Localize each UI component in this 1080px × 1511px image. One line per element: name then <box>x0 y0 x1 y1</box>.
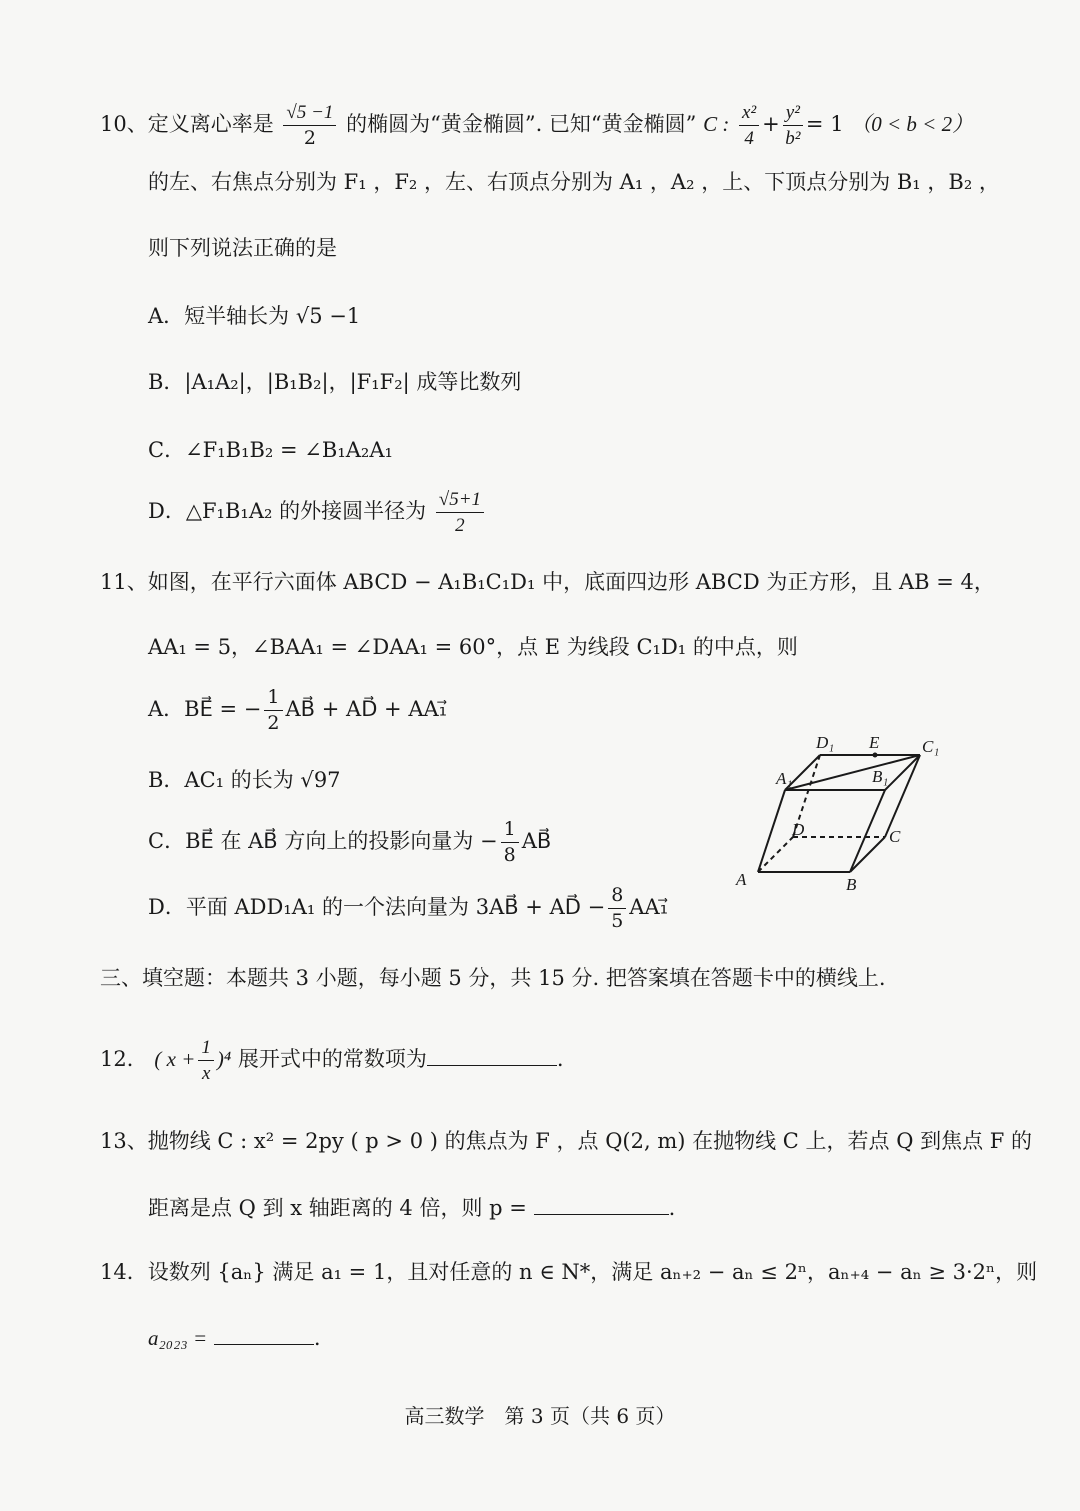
q12-number: 12． <box>100 1047 148 1071</box>
q11-option-d-post: AA₁⃗ <box>629 895 669 919</box>
point-e-dot <box>873 753 878 758</box>
q10-line3: 则下列说法正确的是 <box>148 236 337 260</box>
q10-line1 <box>100 103 973 148</box>
label-d: D <box>792 820 805 839</box>
page-footer: 高三数学 第 3 页（共 6 页） <box>404 1404 676 1428</box>
q11-option-c-pre: C．BE⃗ 在 AB⃗ 方向上的投影向量为 − <box>148 829 498 853</box>
q10-eccentricity-fraction: $\frac{√5 -1}{2}$ <box>283 103 336 148</box>
q11-option-a-fraction: $\frac{1}{2}$ <box>264 688 282 733</box>
q11-line2: AA₁ = 5，∠BAA₁ = ∠DAA₁ = 60°，点 E 为线段 C₁D₁ 的中点，则 <box>148 635 798 659</box>
q12-line <box>100 1038 564 1083</box>
label-a1: A₁ <box>776 769 793 788</box>
q14-answer-blank[interactable] <box>214 1344 314 1345</box>
label-d1: D₁ <box>816 733 835 752</box>
q14-line2-text: a₂₀₂₃ = <box>148 1326 208 1350</box>
q13-end: . <box>668 1196 676 1220</box>
q12-end: . <box>556 1047 564 1071</box>
q13-line1: 13、抛物线 C : x² = 2py ( p > 0 ) 的焦点为 F ，点 Q(2, m) 在抛物线 C 上，若点 Q 到焦点 F 的 <box>100 1129 1033 1153</box>
q14-line2 <box>148 1328 321 1349</box>
q10-option-d-fraction: $\frac{√5+1}{2}$ <box>436 490 484 535</box>
q10-number: 10、 <box>100 112 148 136</box>
q10-condition: （0 < b < 2） <box>850 112 974 136</box>
q12-expr-pre: ( x + <box>154 1047 196 1071</box>
q10-option-d-text: D．△F₁B₁A₂ 的外接圆半径为 <box>148 499 427 523</box>
q10-x-term: $\frac{\text{x²}}{4}$ <box>739 103 759 148</box>
label-e: E <box>869 733 880 752</box>
q10-option-c: C．∠F₁B₁B₂ = ∠B₁A₂A₁ <box>148 438 393 462</box>
label-b1: B₁ <box>872 767 889 786</box>
q14-line1: 14．设数列 {aₙ} 满足 a₁ = 1，且对任意的 n ∈ N*，满足 aₙ₊₂ − aₙ ≤ 2ⁿ，aₙ₊₄ − aₙ ≥ 3·2ⁿ，则 <box>100 1260 1038 1284</box>
q10-plus: + <box>762 112 780 136</box>
q10-lead: 定义离心率是 <box>147 112 274 136</box>
label-c1: C₁ <box>922 737 940 756</box>
q10-option-a: A．短半轴长为 √5 −1 <box>148 304 361 328</box>
q10-mid: 的椭圆为“黄金椭圆”. 已知“黄金椭圆” <box>346 112 697 136</box>
q11-option-c-post: AB⃗ <box>521 829 552 853</box>
q13-answer-blank[interactable] <box>534 1214 669 1215</box>
q11-option-b: B．AC₁ 的长为 √97 <box>148 768 341 792</box>
q13-line2 <box>148 1198 675 1219</box>
q11-option-a <box>148 688 447 733</box>
q10-option-b: B．|A₁A₂|，|B₁B₂|，|F₁F₂| 成等比数列 <box>148 370 522 394</box>
q12-text: 展开式中的常数项为 <box>237 1047 427 1071</box>
label-b: B <box>846 875 857 894</box>
q11-option-c <box>148 820 551 865</box>
q11-option-d-pre: D．平面 ADD₁A₁ 的一个法向量为 3AB⃗ + AD⃗ − <box>148 895 606 919</box>
q11-option-c-fraction: $\frac{1}{8}$ <box>501 820 519 865</box>
q10-option-d <box>148 490 487 535</box>
q11-option-d-fraction: $\frac{8}{5}$ <box>608 886 626 931</box>
q13-line2-text: 距离是点 Q 到 x 轴距离的 4 倍，则 p = <box>148 1196 527 1220</box>
q10-line2: 的左、右焦点分别为 F₁ ，F₂ ，左、右顶点分别为 A₁ ，A₂ ，上、下顶点分别为 B₁ ，B₂ ， <box>148 170 1000 194</box>
section-3-heading: 三、填空题：本题共 3 小题，每小题 5 分，共 15 分. 把答案填在答题卡中的横线上. <box>100 966 886 990</box>
q12-answer-blank[interactable] <box>427 1065 557 1066</box>
q10-eq-tail: = 1 <box>805 112 844 136</box>
q10-curve-label: C : <box>703 112 730 136</box>
q11-option-a-post: AB⃗ + AD⃗ + AA₁⃗ <box>285 697 448 721</box>
q10-y-term: $\frac{\text{y²}}{\text{b²}}$ <box>783 103 803 148</box>
q11-line1: 11、如图，在平行六面体 ABCD − A₁B₁C₁D₁ 中，底面四边形 ABCD 为正方形，且 AB = 4， <box>100 570 995 594</box>
q12-expr-fraction: $\frac{1}{x}$ <box>198 1038 214 1083</box>
q14-end: . <box>313 1326 321 1350</box>
parallelepiped-figure <box>720 720 980 900</box>
q11-option-d <box>148 886 668 931</box>
label-a: A <box>736 870 747 889</box>
label-c: C <box>889 827 901 846</box>
q11-option-a-pre: A．BE⃗ = − <box>148 697 262 721</box>
q12-expr-post: )⁴ <box>216 1047 232 1071</box>
